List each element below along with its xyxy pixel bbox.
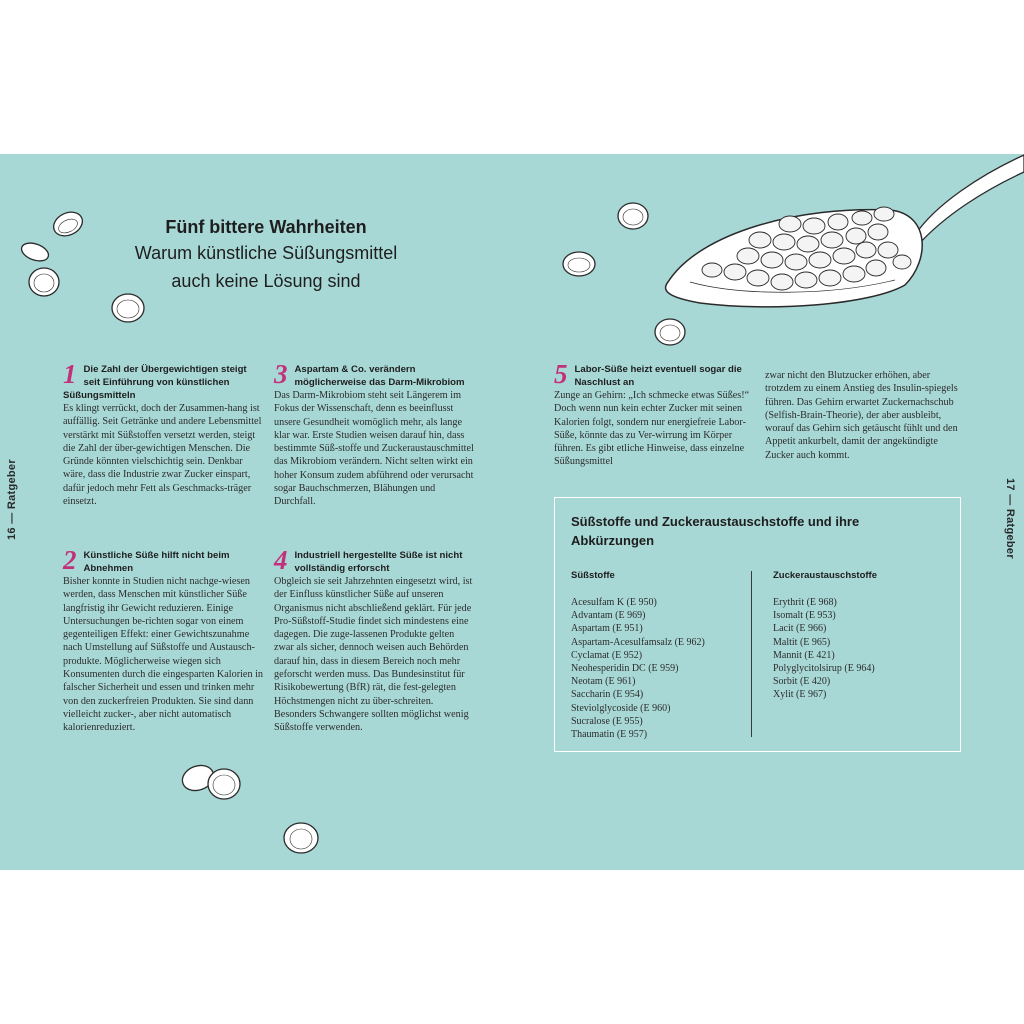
section-number: 3	[274, 359, 288, 389]
article-subtitle-line-1: Warum künstliche Süßungsmittel	[134, 243, 398, 263]
sugar-substitutes-heading: Zuckeraustauschstoffe	[773, 570, 878, 581]
column-divider	[751, 571, 752, 737]
list-item: Saccharin (E 954)	[571, 689, 644, 701]
list-item: Thaumatin (E 957)	[571, 729, 648, 741]
section-number: 1	[63, 359, 77, 389]
section-4	[274, 543, 474, 735]
list-item: Steviolglycoside (E 960)	[571, 702, 671, 714]
list-item: Neotam (E 961)	[571, 676, 636, 688]
section-5	[554, 357, 752, 469]
section-body: Obgleich sie seit Jahrzehnten eingesetzt wird, ist der Einfluss künstlicher Süße auf unseren Organismus nicht abschließend geklärt. Für jede Pro-Süßstoff-Studie findet sich mindestens eine dagegen. Die zuge-lassenen Produkte gelten zwar als sicher, dennoch weisen auch Behörden darauf hin, dass in diesem Bereich noch mehr geforscht werden muss. Das Bundesinstitut für Risikobewertung (BfR) rät, die fest-gelegten Höchstmengen nicht zu über-schreiten. Besonders Schwangere sollten möglichst wenig Süßstoffe verwenden.	[274, 576, 473, 734]
section-heading: Die Zahl der Übergewichtigen steigt seit Einführung von künstlichen Süßungsmitteln	[63, 364, 247, 401]
section-3	[274, 357, 474, 509]
section-body: Zunge an Gehirn: „Ich schmecke etwas Süßes!“ Doch wenn nun kein echter Zucker mit seinen Kalorien folgt, sondern nur energiefreie Labor-Süße, könnte das zu Ver-wirrung im Körper führen. Es gibt etliche Hinweise, dass einzelne Süßungsmittel	[554, 390, 750, 468]
section-heading: Künstliche Süße hilft nicht beim Abnehmen	[83, 550, 230, 574]
sweeteners-heading: Süßstoffe	[571, 570, 615, 581]
section-number: 4	[274, 545, 288, 575]
section-body: Bisher konnte in Studien nicht nachge-wiesen werden, dass Menschen mit künstlicher Süße langfristig ihr Gewicht reduzieren. Einige Untersuchungen be-richten sogar von einem gegenteiligen Effekt: einer Gewichtszunahme nach Umstellung auf Süßstoffe und Austausch-produkte. Möglicherweise wiegen sich Konsumenten durch die eingesparten Kalorien in falscher Sicherheit und essen und trinken mehr von den zuckerfreien Produkten. Sie sind dann vielleicht zucker-, aber nicht automatisch kalorienreduziert.	[63, 576, 264, 734]
list-item: Aspartam (E 951)	[571, 623, 643, 635]
list-item: Maltit (E 965)	[773, 636, 831, 648]
section-heading: Aspartam & Co. verändern möglicherweise das Darm-Mikrobiom	[294, 364, 465, 388]
tablet-icon	[19, 240, 51, 265]
list-item: Neohesperidin DC (E 959)	[571, 663, 679, 675]
list-item: Sorbit (E 420)	[773, 676, 831, 688]
section-heading: Labor-Süße heizt eventuell sogar die Naschlust an	[574, 364, 742, 388]
abbreviations-box	[554, 497, 961, 752]
section-body: Es klingt verrückt, doch der Zusammen-hang ist auffällig. Seit Getränke und andere Lebensmittel verstärkt mit Süßstoffen versetzt werden, steigt die Zahl der über-gewichtigen Menschen. Die Gründe könnten vielschichtig sein. Denkbar wäre, dass die Industrie zwar Zucker einspart, dafür jedoch mehr Fett als Geschmacks-träger einsetzt.	[63, 403, 262, 508]
list-item: Acesulfam K (E 950)	[571, 597, 657, 608]
section-number: 2	[63, 545, 77, 575]
box-title: Süßstoffe und Zuckeraustauschstoffe und ihre Abkürzungen	[571, 514, 860, 548]
list-item: Isomalt (E 953)	[773, 610, 836, 622]
article-title-block	[96, 216, 436, 294]
left-page-label: 16 — Ratgeber	[6, 459, 18, 540]
section-body-continued: zwar nicht den Blutzucker erhöhen, aber trotzdem zu einem Anstieg des Insulin-spiegels führen. Das Gehirn erwartet Zuckernachschub (Selfish-Brain-Theorie), der aber ausbleibt, worauf das Gehirn sich getäuscht fühlt und den Appetit ankurbelt, damit der angekündigte Zucker auch kommt.	[765, 370, 958, 461]
section-5-continued	[765, 369, 965, 462]
article-subtitle-line-2: auch keine Lösung sind	[171, 271, 361, 291]
list-item: Sucralose (E 955)	[571, 715, 643, 727]
list-item: Advantam (E 969)	[571, 610, 646, 622]
spoon-illustration	[666, 155, 1024, 307]
section-heading: Industriell hergestellte Süße ist nicht vollständig erforscht	[294, 550, 463, 574]
article-title: Fünf bittere Wahrheiten	[165, 217, 367, 237]
tablet-icon	[50, 208, 86, 241]
list-item: Lacit (E 966)	[773, 623, 827, 635]
sweeteners-list	[571, 596, 705, 741]
sugar-substitutes-list	[773, 596, 875, 702]
list-item: Aspartam-Acesulfamsalz (E 962)	[571, 636, 705, 648]
section-number: 5	[554, 359, 568, 389]
section-2	[63, 543, 263, 735]
section-body: Das Darm-Mikrobiom steht seit Längerem im Fokus der Wissenschaft, denn es beeinflusst unsere Gesundheit womöglich mehr, als lange klar war. Erste Studien weisen darauf hin, dass bestimmte Süß-stoffe und Zuckeraustauschmittel das Mikrobiom verändern. Nicht selten wirkt ein hoher Konsum zudem abführend oder verursacht sogar Bauchschmerzen, Blähungen und Durchfall.	[274, 390, 474, 508]
list-item: Cyclamat (E 952)	[571, 649, 643, 661]
tablet-icon	[284, 823, 318, 853]
list-item: Mannit (E 421)	[773, 649, 835, 661]
right-page-label: 17 — Ratgeber	[1004, 478, 1016, 559]
section-1	[63, 357, 263, 508]
list-item: Polyglycitolsirup (E 964)	[773, 663, 875, 675]
list-item: Erythrit (E 968)	[773, 597, 837, 608]
list-item: Xylit (E 967)	[773, 689, 827, 701]
